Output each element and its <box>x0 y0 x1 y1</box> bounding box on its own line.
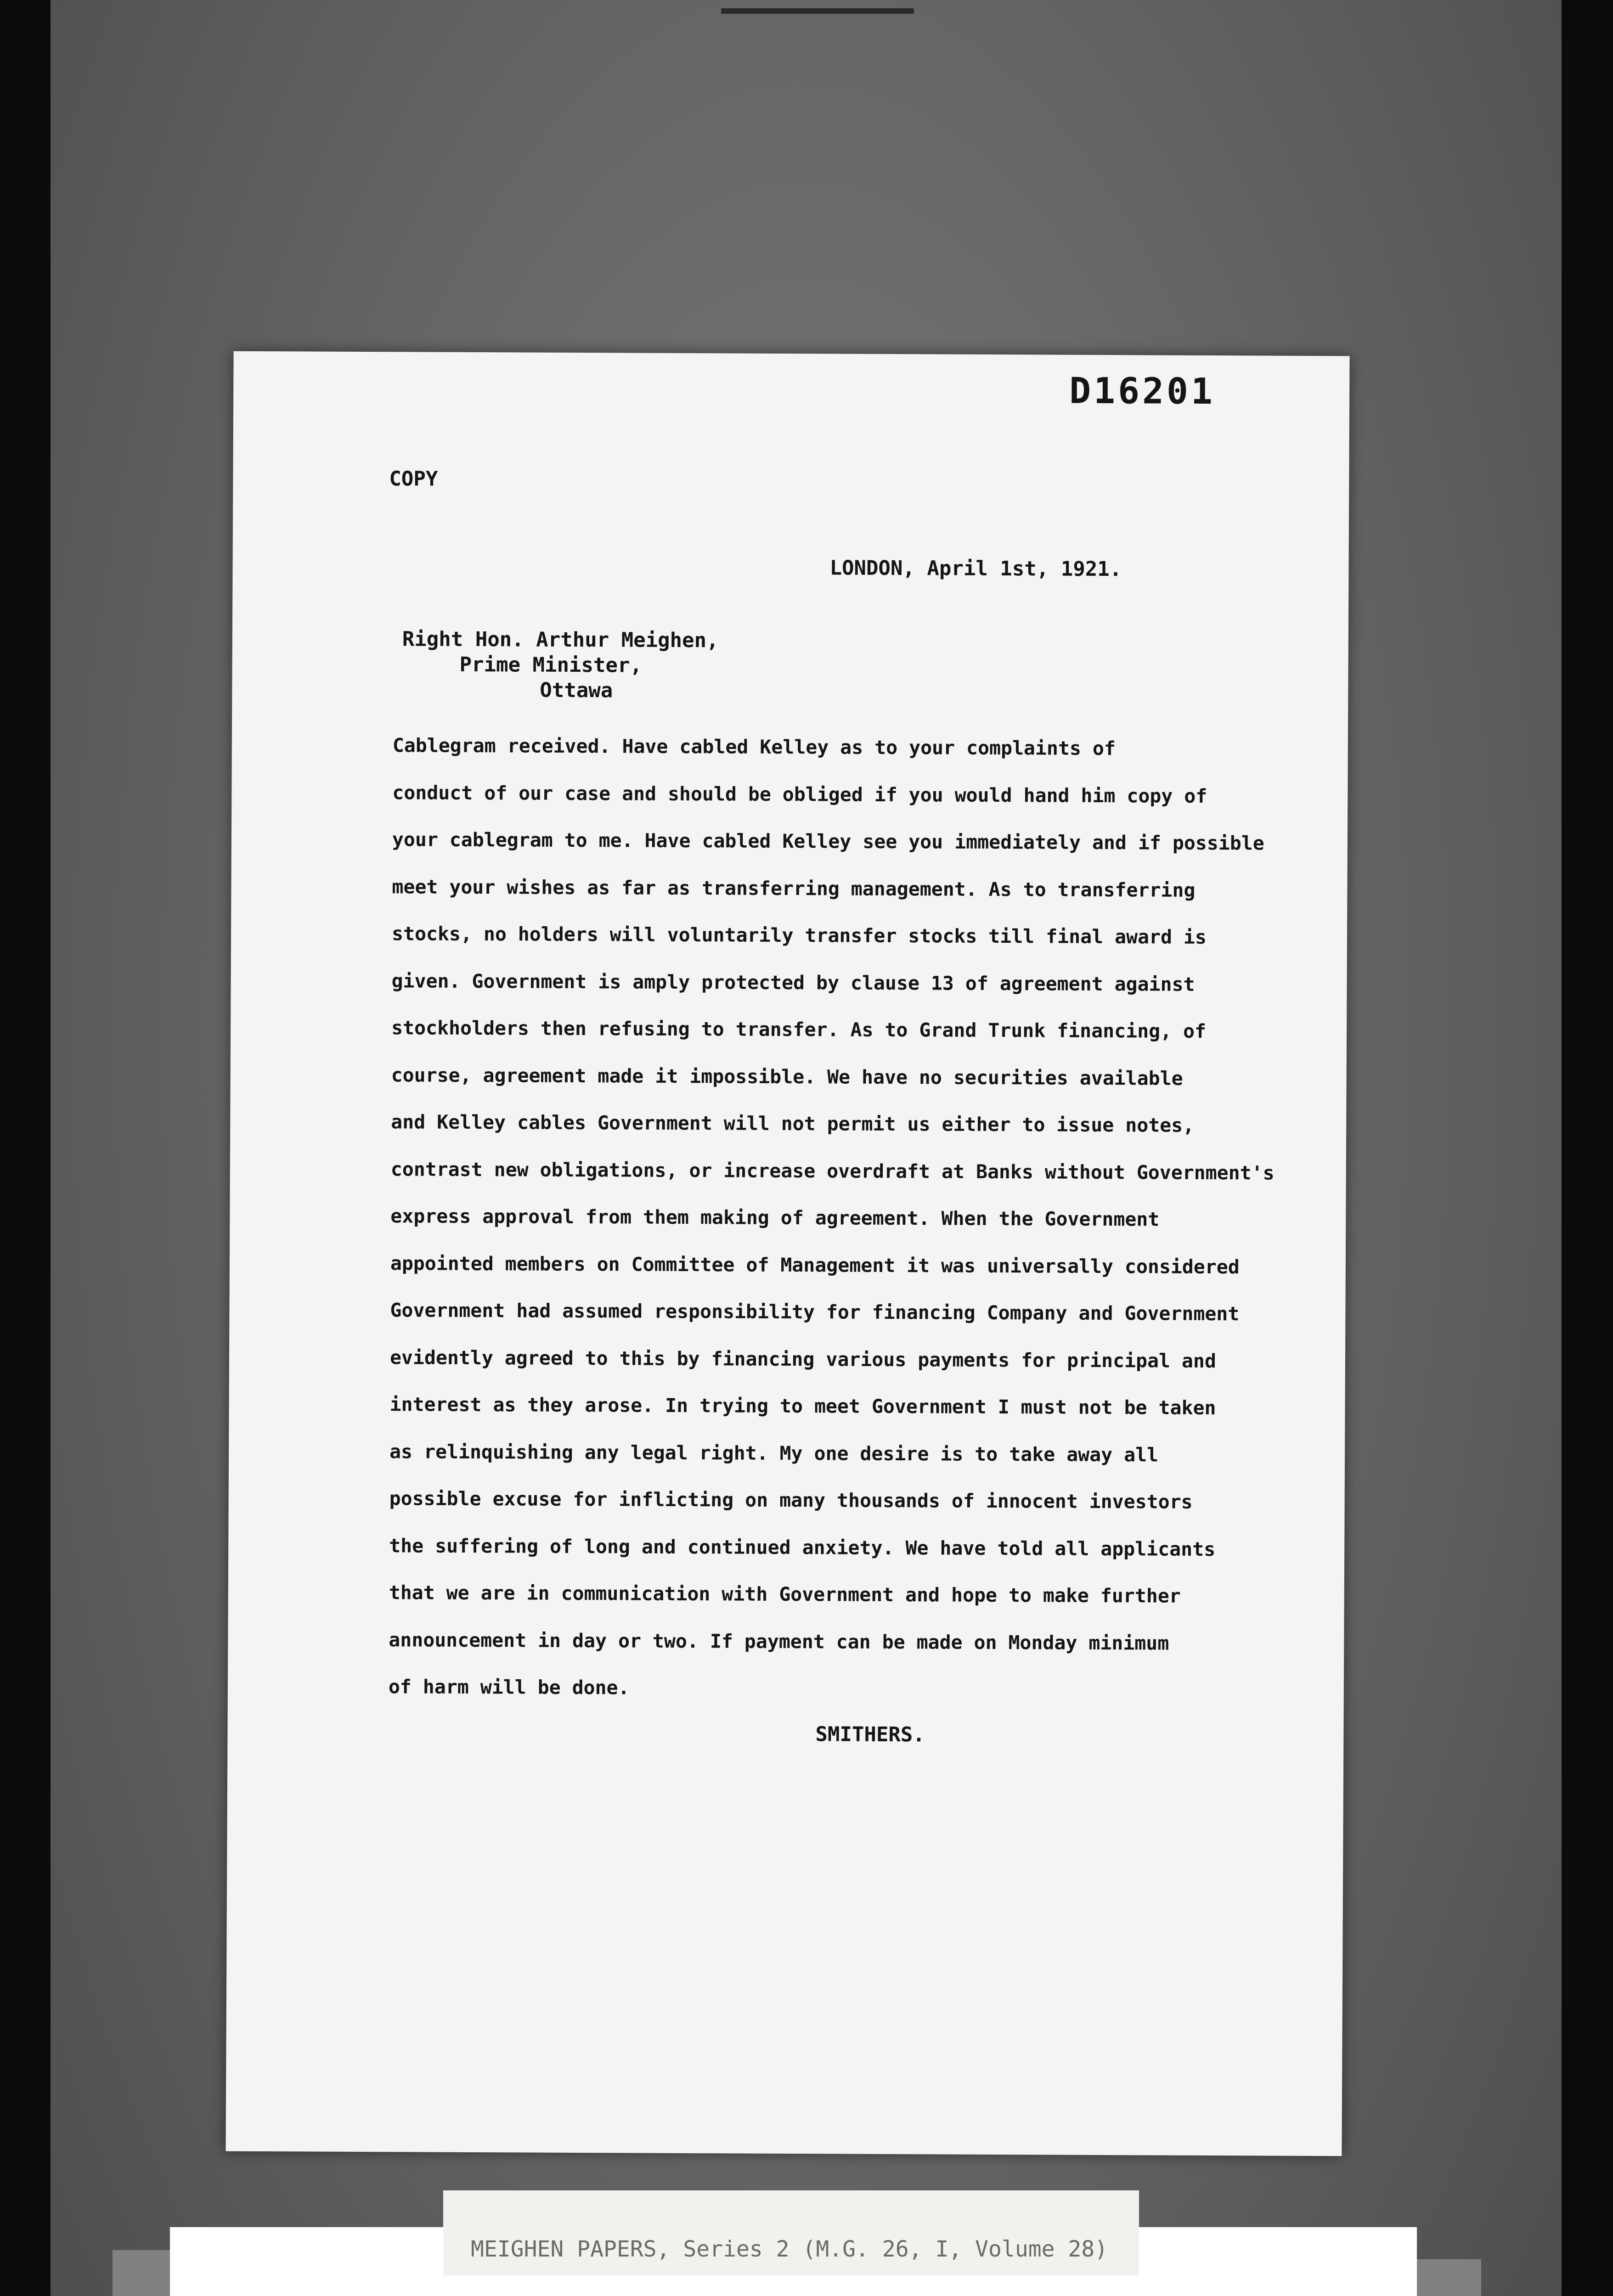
body-line: the suffering of long and continued anxiety. We have told all applicants <box>389 1534 1216 1560</box>
body-line: meet your wishes as far as transferring management. As to transferring <box>392 875 1196 901</box>
body-line: stockholders then refusing to transfer. As to Grand Trunk financing, of <box>391 1016 1207 1042</box>
body-line: of harm will be done. <box>388 1675 630 1699</box>
copy-label: COPY <box>389 467 438 491</box>
body-line: contrast new obligations, or increase overdraft at Banks without Government's <box>390 1157 1275 1184</box>
body-line: Cablegram received. Have cabled Kelley as to your complaints of <box>392 734 1116 760</box>
body-line: announcement in day or two. If payment can be made on Monday minimum <box>389 1628 1169 1654</box>
body-line: that we are in communication with Government and hope to make further <box>389 1581 1181 1607</box>
body-line: and Kelley cables Government will not permit us either to issue notes, <box>391 1110 1195 1137</box>
body-line: given. Government is amply protected by clause 13 of agreement against <box>391 969 1195 996</box>
frame-edge-mark <box>721 8 914 14</box>
letter-body <box>389 734 1334 1726</box>
body-line: Government had assumed responsibility for financing Company and Government <box>390 1299 1240 1325</box>
body-line: express approval from them making of agreement. When the Government <box>390 1204 1160 1231</box>
mounting-tape-right <box>1417 2259 1481 2296</box>
address-line: Ottawa <box>540 678 613 703</box>
document-number: D16201 <box>1069 370 1216 413</box>
address-line: Prime Minister, <box>459 653 643 677</box>
body-line: appointed members on Committee of Management it was universally considered <box>390 1251 1240 1278</box>
body-line: your cablegram to me. Have cabled Kelley see you immediately and if possible <box>392 828 1264 855</box>
date-line: LONDON, April 1st, 1921. <box>829 556 1122 581</box>
body-line: course, agreement made it impossible. We have no securities available <box>391 1063 1183 1090</box>
body-line: stocks, no holders will voluntarily transfer stocks till final award is <box>391 922 1207 948</box>
collection-reference: MEIGHEN PAPERS, Series 2 (M.G. 26, I, Volume 28) <box>471 2236 1108 2262</box>
body-line: conduct of our case and should be obliged if you would hand him copy of <box>392 781 1207 807</box>
body-line: evidently agreed to this by financing various payments for principal and <box>389 1345 1217 1372</box>
signature: SMITHERS. <box>815 1722 925 1747</box>
body-line: as relinquishing any legal right. My one desire is to take away all <box>389 1440 1159 1466</box>
body-line: interest as they arose. In trying to meet Government I must not be taken <box>389 1393 1216 1419</box>
body-line: possible excuse for inflicting on many thousands of innocent investors <box>389 1487 1193 1513</box>
mounting-tape-left <box>113 2250 177 2296</box>
collection-label <box>443 2190 1139 2275</box>
letter-page <box>226 351 1349 2156</box>
address-line: Right Hon. Arthur Meighen, <box>402 627 719 653</box>
